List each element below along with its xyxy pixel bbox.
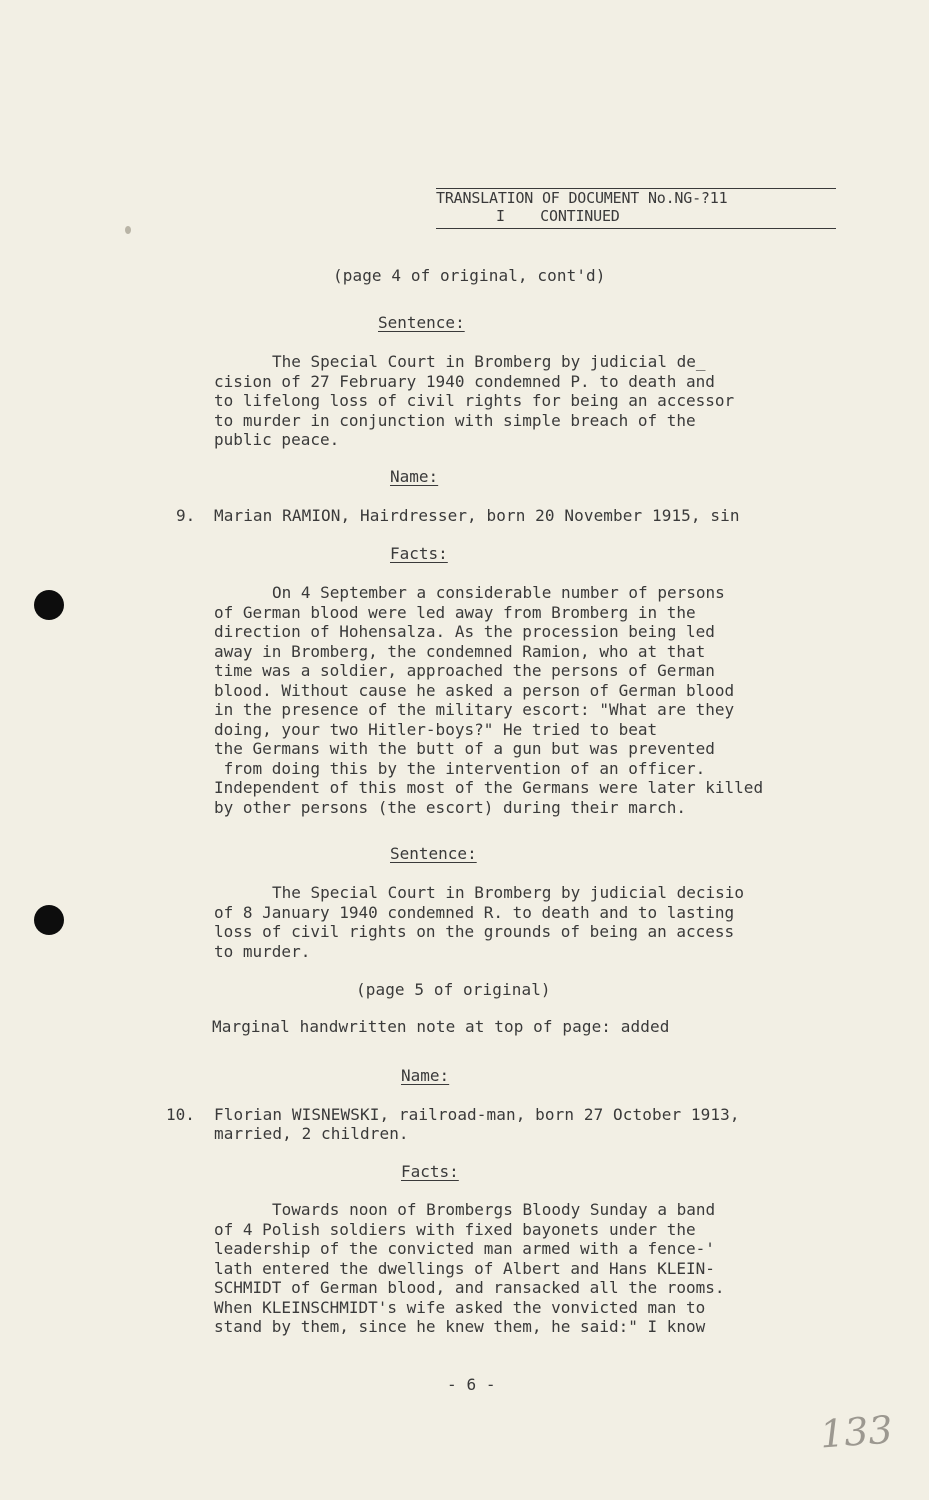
section-label-facts: Facts: [390,544,448,563]
text-line: loss of civil rights on the grounds of being an access [214,922,735,941]
text-line: by other persons (the escort) during their march. [214,797,687,817]
punch-hole [34,905,64,935]
text-line: On 4 September a considerable number of persons [272,583,725,602]
section-label-facts: Facts: [401,1162,459,1181]
text-line: from doing this by the intervention of an officer. [214,758,706,778]
page-reference: (page 5 of original) [356,980,551,999]
section-label-name: Name: [401,1066,450,1085]
page-number: - 6 - [447,1375,496,1394]
text-line: in the presence of the military escort: "What are they [214,700,735,719]
sentence-paragraph [214,352,864,450]
entry-name-line: Marian RAMION, Hairdresser, born 20 November 1915, sin [214,506,740,525]
text-line: of German blood were led away from Bromberg in the [214,602,696,622]
facts-paragraph [214,1200,864,1337]
text-line: blood. Without cause he asked a person of German blood [214,680,735,700]
document-subtitle: I CONTINUED [436,207,836,229]
text-line: doing, your two Hitler-boys?" He tried to beat [214,719,658,739]
facts-paragraph [214,583,864,817]
text-line: time was a soldier, approached the persons of German [214,661,715,680]
marginal-note: Marginal handwritten note at top of page: added [212,1017,670,1036]
text-line: direction of Hohensalza. As the procession being led [214,622,715,641]
text-line: When KLEINSCHMIDT's wife asked the vonvicted man to [214,1297,706,1317]
text-line: stand by them, since he knew them, he said:" I know [214,1317,706,1336]
text-line: away in Bromberg, the condemned Ramion, who at that [214,641,706,661]
text-line: leadership of the convicted man armed with a fence-' [214,1239,715,1258]
page-reference: (page 4 of original, cont'd) [333,266,606,285]
text-line: The Special Court in Bromberg by judicial decisio [272,883,745,902]
document-title: TRANSLATION OF DOCUMENT No.NG-?11 [436,188,836,208]
section-label-sentence: Sentence: [378,313,465,332]
section-label-name: Name: [390,467,439,486]
text-line: to murder in conjunction with simple breach of the [214,410,696,430]
text-line: the Germans with the butt of a gun but was prevented [214,739,715,758]
text-line: lath entered the dwellings of Albert and Hans KLEIN- [214,1258,715,1278]
handwritten-folio-number: 133 [818,1407,894,1457]
entry-name-line: married, 2 children. [214,1124,409,1143]
text-line: Towards noon of Brombergs Bloody Sunday a band [272,1200,716,1219]
entry-number: 9. [176,506,196,525]
sentence-paragraph [214,883,864,961]
text-line: Independent of this most of the Germans were later killed [214,778,764,797]
text-line: public peace. [214,430,340,449]
paper-speck [125,226,131,234]
text-line: to murder. [214,941,311,961]
section-label-sentence: Sentence: [390,844,477,863]
punch-hole [34,590,64,620]
text-line: of 4 Polish soldiers with fixed bayonets under the [214,1219,696,1239]
entry-name-line: Florian WISNEWSKI, railroad-man, born 27 October 1913, [214,1105,740,1124]
text-line: to lifelong loss of civil rights for being an accessor [214,391,735,410]
text-line: The Special Court in Bromberg by judicial de_ [272,352,706,371]
entry-number: 10. [166,1105,195,1124]
text-line: of 8 January 1940 condemned R. to death and to lasting [214,902,735,922]
text-line: cision of 27 February 1940 condemned P. to death and [214,371,715,391]
text-line: SCHMIDT of German blood, and ransacked all the rooms. [214,1278,725,1297]
